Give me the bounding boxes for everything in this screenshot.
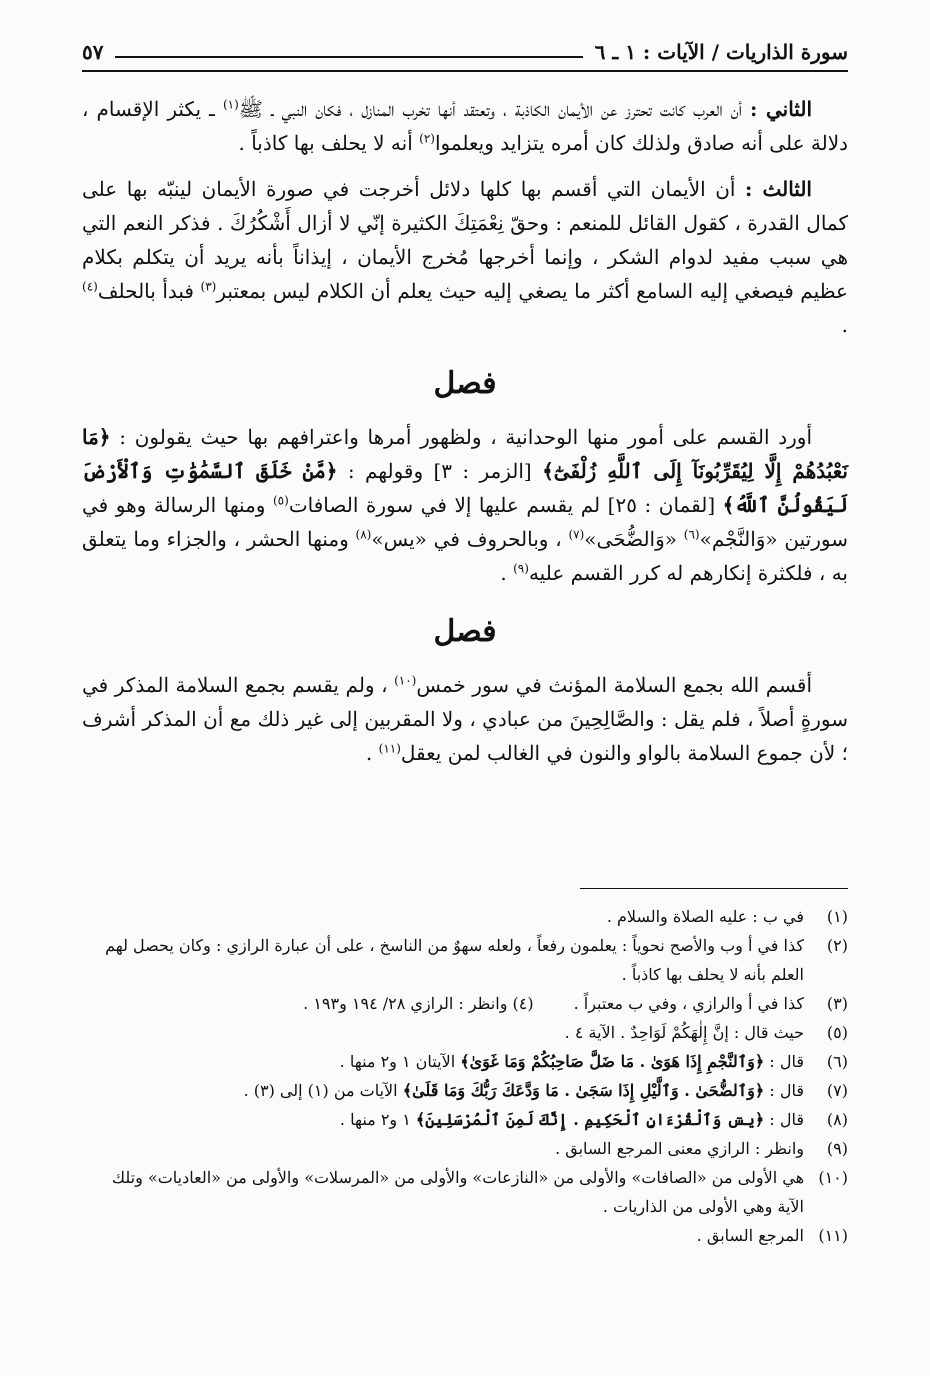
footnote-item: (١) في ب : عليه الصلاة والسلام . bbox=[606, 907, 848, 926]
footnote-ref: (٢) bbox=[419, 131, 435, 146]
header-title: سورة الذاريات / الآيات : ١ ـ ٦ bbox=[594, 40, 848, 64]
footnote-ref: (٧) bbox=[568, 527, 585, 542]
paragraph-second-reason: الثاني : أن العرب كانت تحترز عن الأيمان الكاذبة ، وتعتقد أنها تخرب المنازل ، فكان النبي ـ ﷺ$^{(١)}$ ـ يكثر الإقسام ، دلالة على أنه صادق ولذلك كان أمره يتزايد ويعلموا$^{(٢)}$ أنه لا يحلف بها كاذباً . bbox=[82, 97, 848, 155]
section-heading: فصل bbox=[433, 366, 497, 401]
quran-verse: ﴿يسٓ وَٱلْقُرْءَانِ ٱلْحَكِيمِ . إِنَّكَ لَمِنَ ٱلْمُرْسَلِينَ﴾ bbox=[415, 1110, 765, 1129]
quran-verse: ﴿مَا نَعْبُدُهُمْ إِلَّا لِيُقَرِّبُونَآ إِلَى ٱللَّهِ زُلْفَىٰٓ﴾ bbox=[82, 425, 848, 483]
quran-verse: ﴿مَّنْ خَلَقَ ٱلسَّمَٰوَٰتِ وَٱلْأَرْضَ لَيَقُولُنَّ ٱللَّهُ﴾ bbox=[82, 459, 848, 517]
quran-verse: ﴿وَٱلنَّجْمِ إِذَا هَوَىٰ . مَا ضَلَّ صَاحِبُكُمْ وَمَا غَوَىٰ﴾ bbox=[460, 1052, 765, 1071]
paragraph-third-reason: الثالث : أن الأيمان التي أقسم بها كلها دلائل أخرجت في صورة الأيمان لينبّه بها على كمال القدرة ، كقول القائل للمنعم : وحقّ نِعْمَتِكَ الكثيرة إنّي لا أزال أَشْكُرُكَ . فذكر النعم التي هي سبب مفيد لدوام الشكر ، وإنما أخرجها مُخرج الأيمان ، إيذاناً بأنه يريد أن يتكلم بكلام عظيم فيصغي إليه السامع أكثر ما يصغي إليه حيث يعلم أن الكلام ليس بمعتبر$^{(٣)}$ فبدأ بالحلف$^{(٤)}$ . bbox=[82, 177, 848, 337]
footnote-ref: (٥) bbox=[272, 493, 289, 508]
paragraph-section-one: أورد القسم على أمور منها الوحدانية ، ولظهور أمرها واعترافهم بها حيث يقولون : ﴿مَا نَعْبُدُهُمْ إِلَّا لِيُقَرِّبُونَآ إِلَى ٱللَّهِ زُلْفَىٰٓ﴾ [الزمر : ٣] وقولهم : ﴿مَّنْ خَلَقَ ٱلسَّمَٰوَٰتِ وَٱلْأَرْضَ لَيَقُولُنَّ ٱللَّهُ﴾ [لقمان : ٢٥] لم يقسم عليها إلا في سورة الصافات$^{(٥)}$ ومنها الرسالة وهو في سورتين «وَالنَّجْم»$^{(٦)}$ «وَالضُّحَى»$^{(٧)}$ ، وبالحروف في «يس»$^{(٨)}$ ومنها الحشر ، والجزاء وما يتعلق به ، فلكثرة إنكارهم له كرر القسم عليه$^{(٩)}$ . bbox=[82, 425, 849, 585]
footnote-item: (١١) المرجع السابق . bbox=[696, 1226, 848, 1245]
footnote-item: (٧) قال : ﴿وَٱلضُّحَىٰ . وَٱلَّيْلِ إِذَا سَجَىٰ . مَا وَدَّعَكَ رَبُّكَ وَمَا قَلَىٰ﴾ الآيات من (١) إلى (٣) . bbox=[243, 1081, 848, 1100]
paragraph-lead: الثالث : bbox=[744, 177, 812, 201]
paragraph-section-two: أقسم الله بجمع السلامة المؤنث في سور خمس$^{(١٠)}$ ، ولم يقسم بجمع السلامة المذكر في سورةٍ أصلاً ، فلم يقل : والصَّالِحِينَ من عبادي ، ولا المقربين إلى غير ذلك مع أن المذكر أشرف ؛ لأن جموع السلامة بالواو والنون في الغالب لمن يعقل$^{(١١)}$ . bbox=[82, 673, 848, 765]
header-divider bbox=[82, 70, 848, 72]
footnote-ref: (٩) bbox=[513, 561, 529, 576]
footnotes bbox=[82, 902, 848, 1250]
footnote-item: (٨) قال : ﴿يسٓ وَٱلْقُرْءَانِ ٱلْحَكِيمِ . إِنَّكَ لَمِنَ ٱلْمُرْسَلِينَ﴾ ١ و٢ منها . bbox=[339, 1110, 848, 1129]
footnote-item: (٥) حيث قال : إنَّ إِلٰهَكُمْ لَوَاحِدٌ . الآية ٤ . bbox=[564, 1023, 848, 1042]
footnote-item: (٩) وانظر : الرازي معنى المرجع السابق . bbox=[555, 1139, 848, 1158]
footnote-ref: (٦) bbox=[683, 527, 700, 542]
footnote-ref: (١٠) bbox=[394, 673, 417, 688]
paragraph-lead: الثاني : bbox=[749, 97, 812, 121]
footnote-ref: (٣) bbox=[200, 279, 217, 294]
quran-verse: ﴿وَٱلضُّحَىٰ . وَٱلَّيْلِ إِذَا سَجَىٰ . مَا وَدَّعَكَ رَبُّكَ وَمَا قَلَىٰ﴾ bbox=[402, 1081, 765, 1100]
main-text bbox=[82, 92, 848, 782]
footnote-item: (٣) كذا في أ والرازي ، وفي ب معتبراً .(٤) وانظر : الرازي ٢٨/ ١٩٤ و١٩٣ . bbox=[303, 994, 848, 1013]
page-number: ٥٧ bbox=[82, 40, 104, 64]
header-rule bbox=[115, 56, 582, 58]
footnote-ref: (٨) bbox=[355, 527, 372, 542]
footnote-item: (١٠) هي الأولى من «الصافات» والأولى من «النازعات» والأولى من «المرسلات» والأولى من «العاديات» وتلك الآية وهي الأولى من الذاريات . bbox=[111, 1168, 848, 1216]
footnote-divider bbox=[580, 888, 848, 889]
section-heading: فصل bbox=[433, 614, 497, 649]
footnote-ref: (١) bbox=[222, 97, 239, 112]
footnote-ref: (٤) bbox=[82, 279, 98, 294]
footnote-ref: (١١) bbox=[378, 741, 401, 756]
footnote-item: (٦) قال : ﴿وَٱلنَّجْمِ إِذَا هَوَىٰ . مَا ضَلَّ صَاحِبُكُمْ وَمَا غَوَىٰ﴾ الآيتان ١ و٢ منها . bbox=[339, 1052, 848, 1071]
footnote-item: (٢) كذا في أ وب والأصح نحوياً : يعلمون رفعاً ، ولعله سهوٌ من الناسخ ، على أن عبارة الرازي : وكان يحصل لهم العلم بأنه لا يحلف بها كاذباً . bbox=[105, 936, 848, 984]
running-header bbox=[82, 30, 848, 64]
